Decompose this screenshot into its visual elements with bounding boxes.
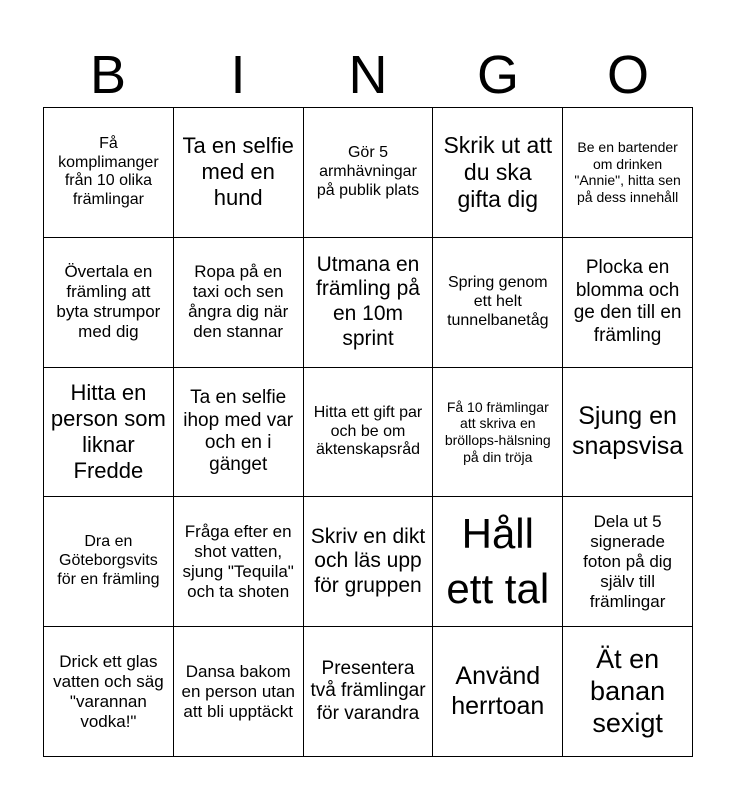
bingo-cell[interactable]: Spring genom ett helt tunnelbanetåg bbox=[433, 238, 563, 368]
bingo-cell[interactable]: Håll ett tal bbox=[433, 497, 563, 627]
bingo-cell[interactable]: Be en bartender om drinken "Annie", hitta sen på dess innehåll bbox=[563, 108, 693, 238]
header-letter-o: O bbox=[606, 45, 649, 105]
header-letter-i: I bbox=[230, 45, 246, 105]
bingo-cell[interactable]: Gör 5 armhävningar på publik plats bbox=[304, 108, 434, 238]
bingo-cell[interactable]: Hitta ett gift par och be om äktenskapsråd bbox=[304, 368, 434, 498]
bingo-cell[interactable]: Dansa bakom en person utan att bli upptäckt bbox=[174, 627, 304, 757]
bingo-cell[interactable]: Skriv en dikt och läs upp för gruppen bbox=[304, 497, 434, 627]
bingo-cell[interactable]: Ta en selfie ihop med var och en i gänget bbox=[174, 368, 304, 498]
bingo-cell[interactable]: Dela ut 5 signerade foton på dig själv till främlingar bbox=[563, 497, 693, 627]
bingo-cell[interactable]: Ta en selfie med en hund bbox=[174, 108, 304, 238]
header-letter-n: N bbox=[348, 45, 388, 105]
bingo-cell[interactable]: Plocka en blomma och ge den till en främling bbox=[563, 238, 693, 368]
header-letter-b: B bbox=[89, 45, 127, 105]
bingo-cell[interactable]: Utmana en främling på en 10m sprint bbox=[304, 238, 434, 368]
bingo-cell[interactable]: Övertala en främling att byta strumpor med dig bbox=[44, 238, 174, 368]
bingo-card bbox=[43, 107, 693, 757]
bingo-cell[interactable]: Ät en banan sexigt bbox=[563, 627, 693, 757]
bingo-cell[interactable]: Få 10 främlingar att skriva en bröllops-hälsning på din tröja bbox=[433, 368, 563, 498]
bingo-cell[interactable]: Sjung en snapsvisa bbox=[563, 368, 693, 498]
bingo-cell[interactable]: Fråga efter en shot vatten, sjung "Tequila" och ta shoten bbox=[174, 497, 304, 627]
bingo-cell[interactable]: Skrik ut att du ska gifta dig bbox=[433, 108, 563, 238]
bingo-cell[interactable]: Hitta en person som liknar Fredde bbox=[44, 368, 174, 498]
bingo-cell[interactable]: Använd herrtoan bbox=[433, 627, 563, 757]
bingo-cell[interactable]: Drick ett glas vatten och säg "varannan vodka!" bbox=[44, 627, 174, 757]
header-letter-g: G bbox=[476, 45, 519, 105]
bingo-cell[interactable]: Dra en Göteborgsvits för en främling bbox=[44, 497, 174, 627]
bingo-cell[interactable]: Få komplimanger från 10 olika främlingar bbox=[44, 108, 174, 238]
bingo-cell[interactable]: Ropa på en taxi och sen ångra dig när den stannar bbox=[174, 238, 304, 368]
bingo-header bbox=[43, 42, 693, 108]
bingo-cell[interactable]: Presentera två främlingar för varandra bbox=[304, 627, 434, 757]
